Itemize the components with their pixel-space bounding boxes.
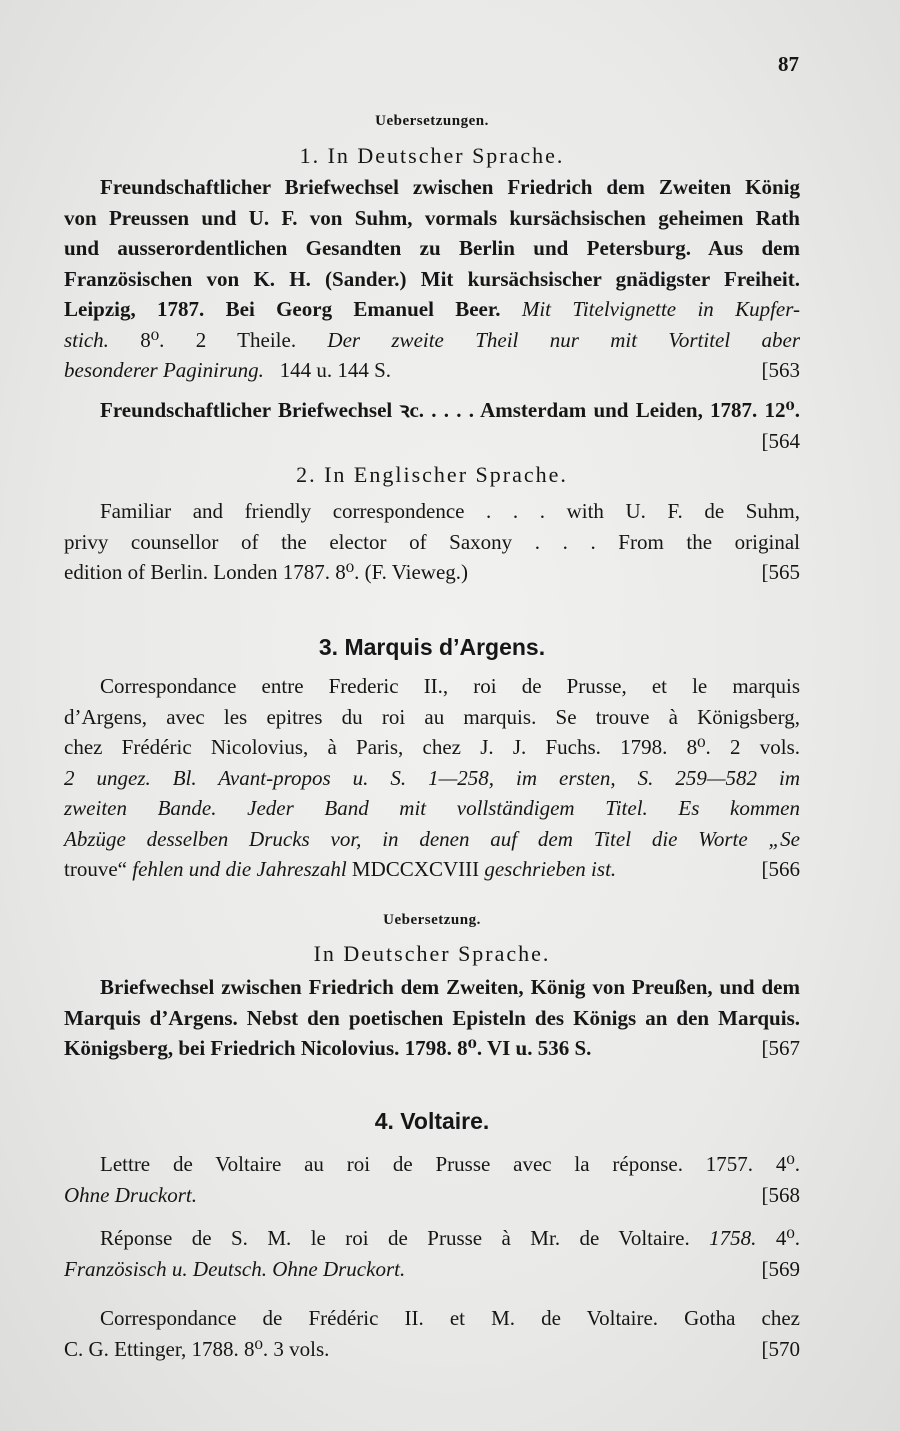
section-heading-deutsch2 (64, 941, 800, 967)
section-heading-uebersetzung (64, 912, 800, 929)
entry-line: chez Frédéric Nicolovius, à Paris, chez J. J. Fuchs. 1798. 8⁰. 2 vols. (64, 735, 800, 759)
entry-566 (64, 671, 800, 885)
entry-563 (64, 172, 800, 386)
language-heading: In Deutscher Sprache. (313, 941, 551, 966)
entry-568 (64, 1149, 800, 1210)
entry-565 (64, 496, 800, 588)
entry-text: 144 u. 144 S. (279, 358, 392, 382)
language-heading: 2. In Englischer Sprache. (296, 462, 568, 487)
entry-line: Lettre de Voltaire au roi de Prusse avec la réponse. 1757. 4⁰. (100, 1152, 800, 1176)
author-heading: 3. Marquis d’Argens. (318, 634, 546, 660)
entry-line: privy counsellor of the elector of Saxony . . . From the original (64, 529, 800, 554)
section-heading-uebersetzungen (64, 113, 800, 130)
subheading: Uebersetzungen. (375, 113, 489, 129)
entry-line: Familiar and friendly correspondence . . . with U. F. de Suhm, (100, 499, 800, 523)
entry-line: Königsberg, bei Friedrich Nicolovius. 1798. 8⁰. VI u. 536 S. (64, 1036, 592, 1060)
entry-line: edition of Berlin. Londen 1787. 8⁰. (F. Vieweg.) (64, 560, 469, 584)
entry-line: Französischen von K. H. (Sander.) Mit kursächsischer gnädigster Freiheit. (64, 266, 800, 291)
entry-text: 8⁰. 2 Theile. (140, 327, 297, 352)
language-heading: 1. In Deutscher Sprache. (299, 143, 565, 168)
entry-line (64, 1223, 800, 1254)
section-heading-deutsch (64, 143, 800, 169)
section-heading-voltaire (64, 1108, 800, 1135)
entry-italic-note: Der zweite Theil nur mit Vortitel aber (327, 327, 800, 352)
entry-569 (64, 1223, 800, 1284)
entry-line: von Preussen und U. F. von Suhm, vormals kursächsischen geheimen Rath (64, 205, 800, 230)
entry-line: Briefwechsel zwischen Friedrich dem Zweiten, König von Preußen, und dem (100, 975, 800, 999)
entry-line (64, 426, 800, 457)
entry-reference-number: [570 (761, 1336, 800, 1361)
entry-reference-number: [565 (761, 560, 800, 584)
entry-italic-note: stich. (64, 327, 109, 352)
entry-line (64, 325, 800, 356)
entry-italic-note: besonderer Paginirung. (64, 358, 264, 382)
entry-reference-number: [569 (761, 1256, 800, 1281)
entry-line: Ohne Druckort. (64, 1182, 197, 1207)
subheading: Uebersetzung. (383, 912, 481, 928)
entry-text: Réponse de S. M. le roi de Prusse à Mr. de Voltaire. (100, 1226, 690, 1250)
entry-italic-note: Mit Titelvignette in Kupfer- (521, 297, 801, 321)
page-number: 87 (778, 52, 799, 76)
entry-line: Correspondance entre Frederic II., roi de Prusse, et le marquis (100, 674, 800, 698)
entry-line: zweiten Bande. Jeder Band mit vollständigem Titel. Es kommen (64, 796, 800, 820)
author-heading: 4. Voltaire. (374, 1108, 490, 1134)
section-heading-englisch (64, 462, 800, 488)
entry-italic-note: fehlen und die Jahreszahl (132, 857, 347, 881)
entry-reference-number: [568 (761, 1182, 800, 1207)
entry-reference-number: [566 (761, 857, 800, 881)
entry-line: d’Argens, avec les epitres du roi au marquis. Se trouve à Königsberg, (64, 704, 800, 729)
entry-line: 2 ungez. Bl. Avant-propos u. S. 1—258, im ersten, S. 259—582 im (64, 765, 800, 790)
entry-reference-number: [567 (761, 1036, 800, 1060)
section-heading-argens (64, 634, 800, 661)
entry-text: 4⁰. (775, 1226, 801, 1250)
entry-text: MDCCXCVIII (351, 857, 480, 881)
entry-reference-number: [563 (761, 358, 800, 382)
entry-line: Freundschaftlicher Briefwechsel zwischen Friedrich dem Zweiten König (100, 175, 800, 199)
entry-line: C. G. Ettinger, 1788. 8⁰. 3 vols. (64, 1336, 330, 1361)
entry-570 (64, 1303, 800, 1364)
entry-line: Abzüge desselben Drucks vor, in denen auf dem Titel die Worte „Se (64, 826, 800, 851)
entry-reference-number: [564 (761, 428, 800, 453)
entry-line: Correspondance de Frédéric II. et M. de Voltaire. Gotha chez (100, 1306, 800, 1330)
entry-line (64, 355, 800, 386)
entry-line: Freundschaftlicher Briefwechsel ꝛc. . . . . Amsterdam und Leiden, 1787. 12⁰. (100, 398, 800, 422)
entry-text: trouve“ (64, 857, 127, 881)
entry-italic-note: 1758. (709, 1226, 757, 1250)
entry-564 (64, 395, 800, 456)
entry-line (64, 294, 800, 325)
entry-line: Marquis d’Argens. Nebst den poetischen Episteln des Königs an den Marquis. (64, 1005, 800, 1030)
entry-line: und ausserordentlichen Gesandten zu Berlin und Petersburg. Aus dem (64, 236, 800, 260)
entry-line (64, 854, 800, 885)
entry-italic-note: geschrieben ist. (484, 857, 617, 881)
entry-line: Französisch u. Deutsch. Ohne Druckort. (64, 1256, 406, 1281)
entry-text: Leipzig, 1787. Bei Georg Emanuel Beer. (64, 297, 501, 321)
entry-567 (64, 972, 800, 1064)
